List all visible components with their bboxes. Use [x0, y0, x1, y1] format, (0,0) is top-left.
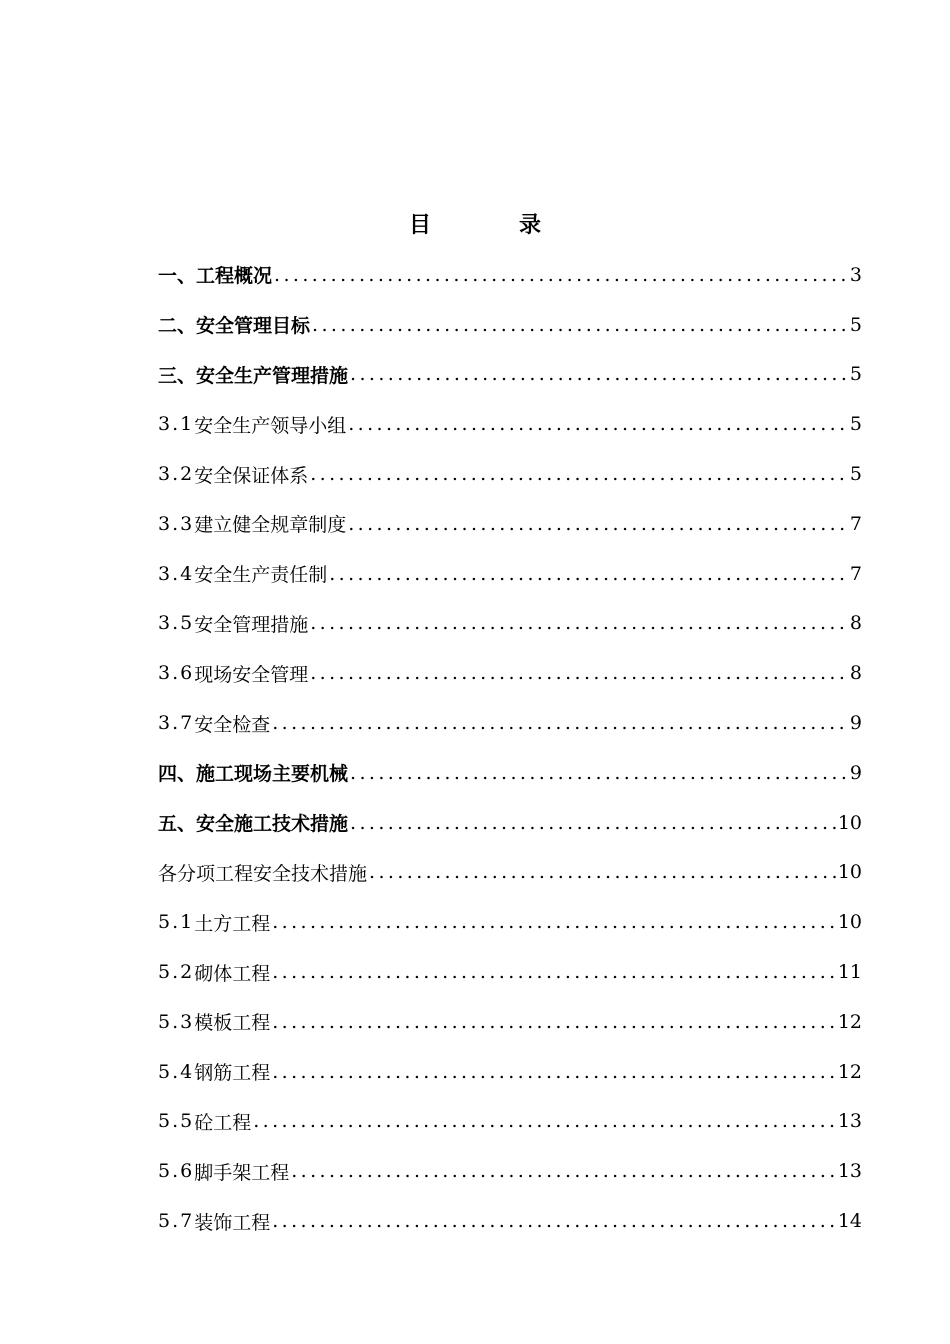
toc-entry-text: 安全检查 — [194, 713, 271, 736]
toc-entry-number: 5.6 — [158, 1160, 195, 1183]
toc-entry[interactable] — [158, 947, 862, 997]
toc-entry-text: 装饰工程 — [194, 1211, 271, 1234]
toc-dot-leader — [310, 662, 848, 684]
toc-entry-page: 11 — [837, 961, 862, 984]
toc-entry-page: 3 — [849, 263, 862, 286]
toc-entry[interactable] — [158, 250, 862, 300]
toc-entry-number: 3.7 — [158, 712, 195, 735]
toc-dot-leader — [348, 513, 848, 535]
toc-entry-text: 钢筋工程 — [194, 1062, 271, 1085]
toc-entry[interactable] — [158, 499, 862, 549]
toc-entry-number: 3.3 — [158, 512, 195, 535]
toc-title — [0, 206, 950, 246]
toc-dot-leader — [291, 1160, 836, 1182]
toc-dot-leader — [348, 413, 848, 435]
toc-entry[interactable] — [158, 350, 862, 400]
toc-entry-page: 13 — [837, 1110, 862, 1133]
toc-entry-text: 安全生产责任制 — [194, 564, 328, 587]
toc-entry-text: 安全管理措施 — [194, 613, 309, 636]
toc-entry-number: 5.1 — [158, 911, 195, 934]
toc-entry-page: 8 — [849, 662, 862, 685]
toc-entry[interactable] — [158, 848, 862, 898]
toc-entry[interactable] — [158, 698, 862, 748]
toc-entry[interactable] — [158, 399, 862, 449]
toc-entry-page: 5 — [849, 363, 862, 386]
toc-dot-leader — [310, 463, 848, 485]
toc-entry[interactable] — [158, 1196, 862, 1246]
toc-entry[interactable] — [158, 1047, 862, 1097]
toc-entry-text: 现场安全管理 — [194, 663, 309, 686]
toc-entry-number: 5.4 — [158, 1060, 195, 1083]
toc-entry-number: 3.1 — [158, 413, 195, 436]
toc-entry[interactable] — [158, 648, 862, 698]
toc-entry-text: 一、工程概况 — [158, 265, 273, 288]
toc-entry-text: 二、安全管理目标 — [158, 315, 311, 338]
toc-list — [158, 250, 862, 1246]
toc-entry-page: 10 — [837, 811, 862, 834]
toc-entry-page: 5 — [849, 413, 862, 436]
toc-dot-leader — [272, 961, 836, 983]
toc-entry-text: 四、施工现场主要机械 — [158, 763, 349, 786]
toc-entry[interactable] — [158, 300, 862, 350]
toc-title-gap — [431, 206, 519, 246]
toc-dot-leader — [274, 264, 848, 286]
toc-dot-leader — [253, 1110, 836, 1132]
toc-dot-leader — [272, 1210, 836, 1232]
toc-entry-text: 五、安全施工技术措施 — [158, 813, 349, 836]
toc-entry-page: 12 — [837, 1010, 862, 1033]
toc-entry-number: 5.2 — [158, 961, 195, 984]
toc-entry-number: 3.4 — [158, 562, 195, 585]
toc-dot-leader — [369, 861, 836, 883]
toc-entry-text: 建立健全规章制度 — [194, 514, 347, 537]
toc-entry[interactable] — [158, 449, 862, 499]
toc-entry[interactable] — [158, 798, 862, 848]
toc-entry-number: 3.2 — [158, 463, 195, 486]
toc-entry-page: 10 — [837, 911, 862, 934]
toc-entry-text: 各分项工程安全技术措施 — [158, 862, 368, 885]
toc-entry[interactable] — [158, 599, 862, 649]
toc-entry-page: 7 — [849, 512, 862, 535]
toc-entry-page: 9 — [849, 761, 862, 784]
toc-entry-page: 10 — [837, 861, 862, 884]
toc-entry-text: 模板工程 — [194, 1012, 271, 1035]
toc-dot-leader — [312, 314, 848, 336]
toc-entry-page: 13 — [837, 1160, 862, 1183]
toc-entry-number: 5.3 — [158, 1010, 195, 1033]
toc-dot-leader — [350, 812, 836, 834]
toc-dot-leader — [329, 563, 848, 585]
toc-entry[interactable] — [158, 748, 862, 798]
toc-entry-number: 3.5 — [158, 612, 195, 635]
toc-title-right: 录 — [519, 213, 542, 238]
toc-dot-leader — [350, 363, 848, 385]
toc-entry-text: 砼工程 — [194, 1111, 252, 1134]
toc-dot-leader — [272, 1011, 836, 1033]
toc-entry-text: 砌体工程 — [194, 962, 271, 985]
toc-entry-number: 3.6 — [158, 662, 195, 685]
toc-dot-leader — [272, 1061, 836, 1083]
toc-entry-page: 5 — [849, 463, 862, 486]
toc-dot-leader — [272, 911, 836, 933]
toc-dot-leader — [350, 762, 848, 784]
toc-entry[interactable] — [158, 1097, 862, 1147]
toc-entry-page: 14 — [837, 1210, 862, 1233]
toc-dot-leader — [310, 612, 848, 634]
toc-entry[interactable] — [158, 897, 862, 947]
toc-title-left: 目 — [408, 213, 431, 238]
toc-entry-page: 12 — [837, 1060, 862, 1083]
toc-entry[interactable] — [158, 549, 862, 599]
toc-entry-number: 5.7 — [158, 1210, 195, 1233]
toc-entry-page: 9 — [849, 712, 862, 735]
toc-entry-text: 安全生产领导小组 — [194, 414, 347, 437]
toc-entry-page: 8 — [849, 612, 862, 635]
toc-entry[interactable] — [158, 1146, 862, 1196]
toc-entry-text: 三、安全生产管理措施 — [158, 364, 349, 387]
toc-entry-text: 土方工程 — [194, 912, 271, 935]
toc-entry-page: 7 — [849, 562, 862, 585]
toc-entry[interactable] — [158, 997, 862, 1047]
toc-entry-number: 5.5 — [158, 1110, 195, 1133]
toc-entry-text: 安全保证体系 — [194, 464, 309, 487]
toc-entry-text: 脚手架工程 — [194, 1161, 290, 1184]
toc-dot-leader — [272, 712, 848, 734]
toc-entry-page: 5 — [849, 313, 862, 336]
